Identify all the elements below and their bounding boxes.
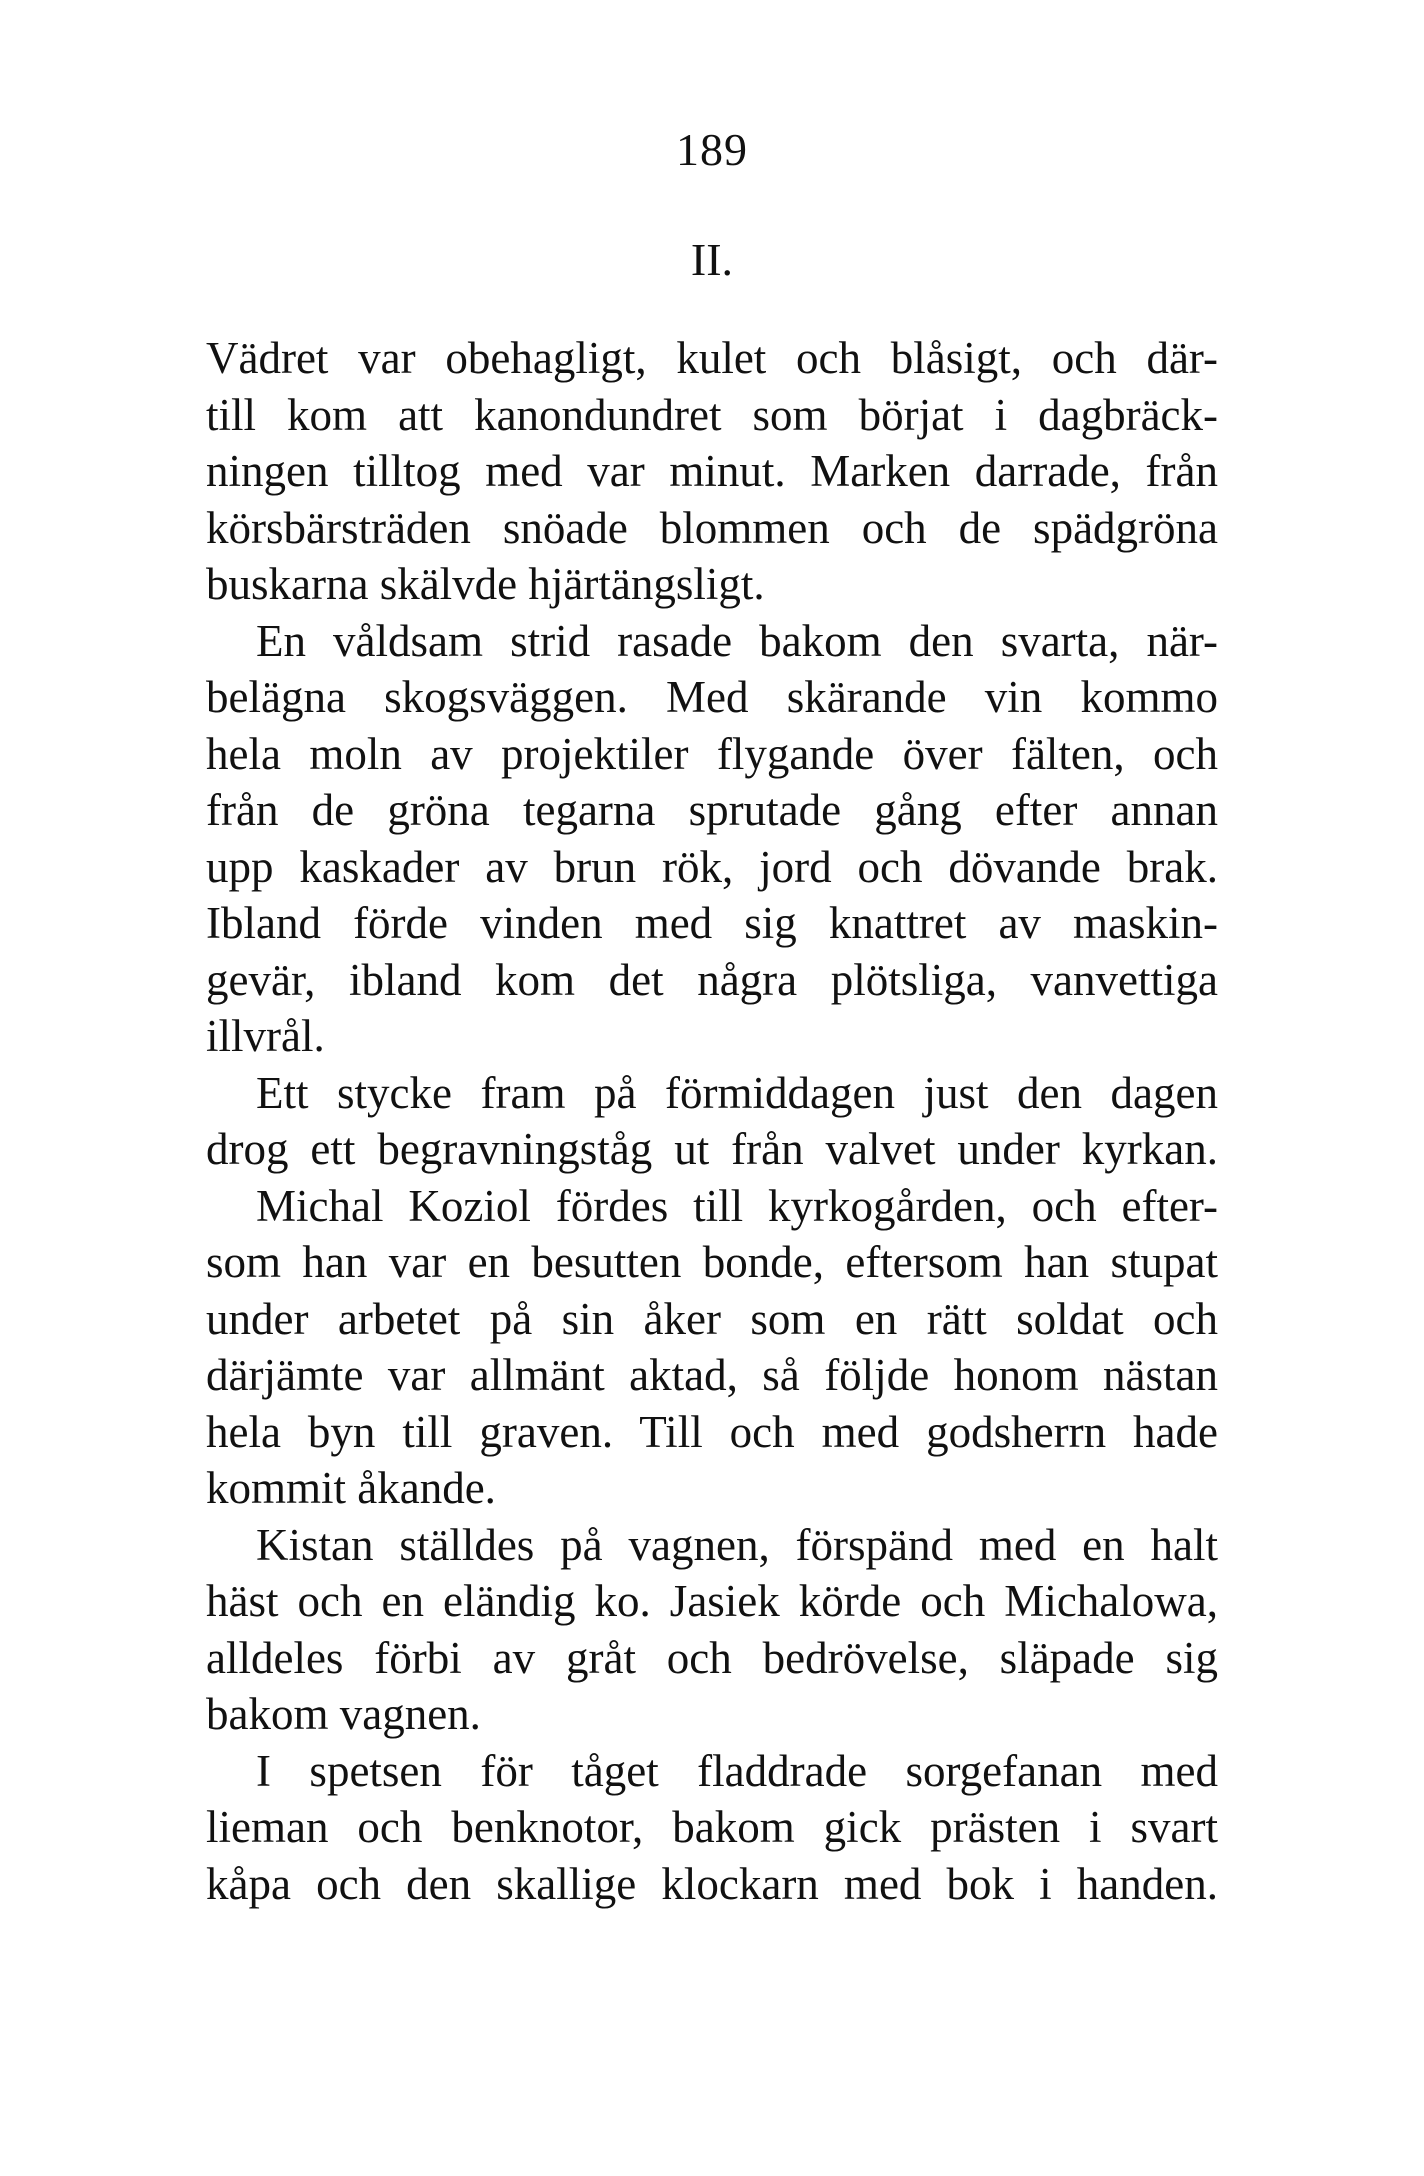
text-line: upp kaskader av brun rök, jord och dövande brak. [206,841,1218,892]
text-line: hela byn till graven. Till och med godsherrn hade [206,1406,1218,1457]
text-line: häst och en eländig ko. Jasiek körde och Michalowa, [206,1576,1218,1626]
text-line: hela moln av projektiler flygande över fälten, och [206,728,1218,779]
text-line: till kom att kanondundret som börjat i dagbräck- [206,389,1218,440]
text-line: Michal Koziol fördes till kyrkogården, och efter- [256,1180,1218,1231]
text-line: under arbetet på sin åker som en rätt soldat och [206,1293,1218,1344]
text-line: drog ett begravningståg ut från valvet under kyrkan. [206,1124,1218,1174]
text-line: därjämte var allmänt aktad, så följde honom nästan [206,1350,1218,1400]
paragraph-2 [206,613,1218,1065]
text-line: kommit åkande. [206,1463,496,1513]
text-line: I spetsen för tåget fladdrade sorgefanan med [256,1745,1218,1796]
text-line: Vädret var obehagligt, kulet och blåsigt, och där- [206,333,1218,383]
text-line: kåpa och den skallige klockarn med bok i handen. [206,1858,1218,1909]
paragraph-4 [206,1178,1218,1517]
page-number: 189 [676,124,748,175]
paragraph-1 [206,330,1218,613]
text-line: från de gröna tegarna sprutade gång efter annan [206,785,1218,835]
text-line: illvrål. [206,1011,325,1061]
body-text [206,330,1218,1912]
paragraph-6 [206,1743,1218,1913]
text-line: alldeles förbi av gråt och bedrövelse, släpade sig [206,1632,1218,1683]
paragraph-5 [206,1517,1218,1743]
section-heading: II. [690,234,734,285]
text-line: lieman och benknotor, bakom gick prästen i svart [206,1802,1218,1852]
paragraph-3 [206,1065,1218,1178]
text-line: som han var en besutten bonde, eftersom han stupat [206,1237,1218,1287]
text-line: En våldsam strid rasade bakom den svarta, när- [256,615,1218,666]
text-line: körsbärsträden snöade blommen och de spädgröna [206,502,1218,553]
text-line: buskarna skälvde hjärtängsligt. [206,559,765,609]
text-line: Ett stycke fram på förmiddagen just den dagen [256,1067,1218,1118]
text-line: Ibland förde vinden med sig knattret av maskin- [206,898,1218,948]
text-line: belägna skogsväggen. Med skärande vin kommo [206,672,1218,722]
text-line: bakom vagnen. [206,1689,481,1739]
text-line: ningen tilltog med var minut. Marken darrade, från [206,446,1218,496]
text-line: Kistan ställdes på vagnen, förspänd med en halt [256,1519,1218,1570]
text-line: gevär, ibland kom det några plötsliga, vanvettiga [206,954,1218,1005]
